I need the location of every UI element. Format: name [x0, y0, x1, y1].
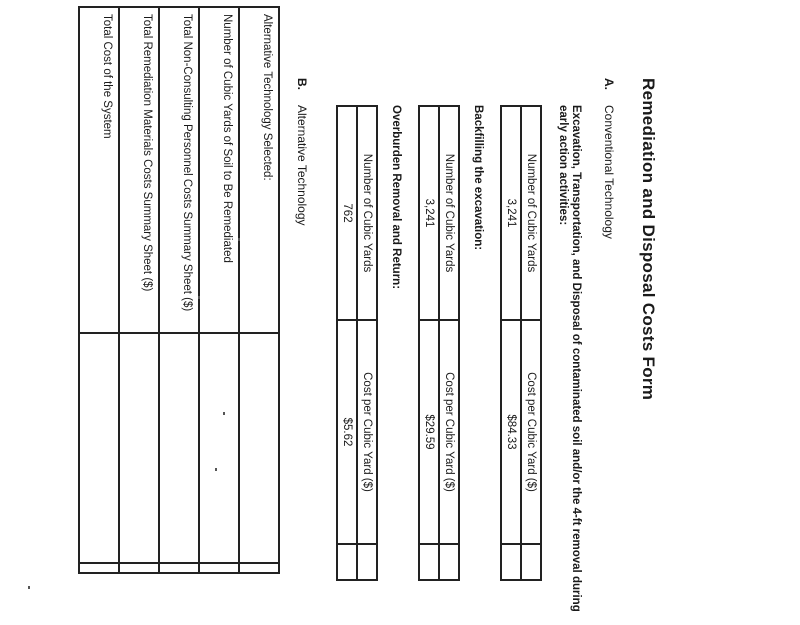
- alt-row-total-cost: [79, 7, 119, 573]
- backfilling-cubic-yards-header: Number of Cubic Yards: [439, 106, 459, 320]
- backfilling-cost-per-yard-value: $29.59: [419, 320, 439, 544]
- excavation-cost-per-yard-header: Cost per Cubic Yard ($): [521, 320, 541, 544]
- alt-end-cell: [159, 563, 199, 573]
- alt-row-label: Number of Cubic Yards of Soil to Be Remediated: [199, 7, 239, 333]
- overburden-blank-cell: [357, 544, 377, 580]
- form-title: Remediation and Disposal Costs Form: [639, 78, 658, 401]
- overburden-cubic-yards-header: Number of Cubic Yards: [357, 106, 377, 320]
- alt-total-cost-input[interactable]: [79, 333, 119, 563]
- alt-personnel-costs-input[interactable]: [159, 333, 199, 563]
- section-b-title: Alternative Technology: [295, 105, 309, 226]
- alternative-technology-table: [78, 6, 280, 574]
- alt-row-cubic-yards: [199, 7, 239, 573]
- alt-end-cell: [239, 563, 279, 573]
- excavation-cost-per-yard-value: $84.33: [501, 320, 521, 544]
- excavation-cubic-yards-value: 3,241: [501, 106, 521, 320]
- backfilling-cost-table: [418, 105, 460, 581]
- alt-row-label: Total Cost of the System: [79, 7, 119, 333]
- backfilling-cost-per-yard-header: Cost per Cubic Yard ($): [439, 320, 459, 544]
- alt-row-label: Total Remediation Materials Costs Summary Sheet ($): [119, 7, 159, 333]
- excavation-blank-cell-2: [501, 544, 521, 580]
- alt-end-cell: [199, 563, 239, 573]
- alt-end-cell: [79, 563, 119, 573]
- scan-speck: [28, 586, 30, 589]
- overburden-cost-per-yard-value: $5.62: [337, 320, 357, 544]
- scan-speck: [198, 296, 200, 299]
- backfilling-blank-cell-2: [419, 544, 439, 580]
- section-a-title: Conventional Technology: [602, 105, 616, 239]
- overburden-cubic-yards-value: 762: [337, 106, 357, 320]
- section-a-letter: A.: [602, 78, 616, 90]
- scan-speck: [223, 412, 225, 415]
- overburden-heading: Overburden Removal and Return:: [390, 105, 402, 290]
- section-b-letter: B.: [295, 78, 309, 90]
- excavation-cubic-yards-header: Number of Cubic Yards: [521, 106, 541, 320]
- alt-cubic-yards-input[interactable]: [199, 333, 239, 563]
- scan-speck: [238, 238, 240, 241]
- alt-materials-costs-input[interactable]: [119, 333, 159, 563]
- alt-row-personnel-costs: [159, 7, 199, 573]
- backfilling-blank-cell: [439, 544, 459, 580]
- backfilling-cubic-yards-value: 3,241: [419, 106, 439, 320]
- excavation-intro-text: Excavation, Transportation, and Disposal of contaminated soil and/or the 4-ft removal during early action activities:: [557, 105, 582, 612]
- backfilling-heading: Backfilling the excavation:: [472, 105, 484, 251]
- overburden-blank-cell-2: [337, 544, 357, 580]
- excavation-blank-cell: [521, 544, 541, 580]
- alt-row-technology-selected: [239, 7, 279, 573]
- excavation-cost-table: [500, 105, 542, 581]
- scan-speck: [215, 468, 217, 471]
- alt-row-label: Alternative Technology Selected:: [239, 7, 279, 333]
- alt-row-materials-costs: [119, 7, 159, 573]
- overburden-cost-per-yard-header: Cost per Cubic Yard ($): [357, 320, 377, 544]
- alt-end-cell: [119, 563, 159, 573]
- overburden-cost-table: [336, 105, 378, 581]
- alt-technology-selected-input[interactable]: [239, 333, 279, 563]
- alt-row-label: Total Non-Consulting Personnel Costs Summary Sheet ($): [159, 7, 199, 333]
